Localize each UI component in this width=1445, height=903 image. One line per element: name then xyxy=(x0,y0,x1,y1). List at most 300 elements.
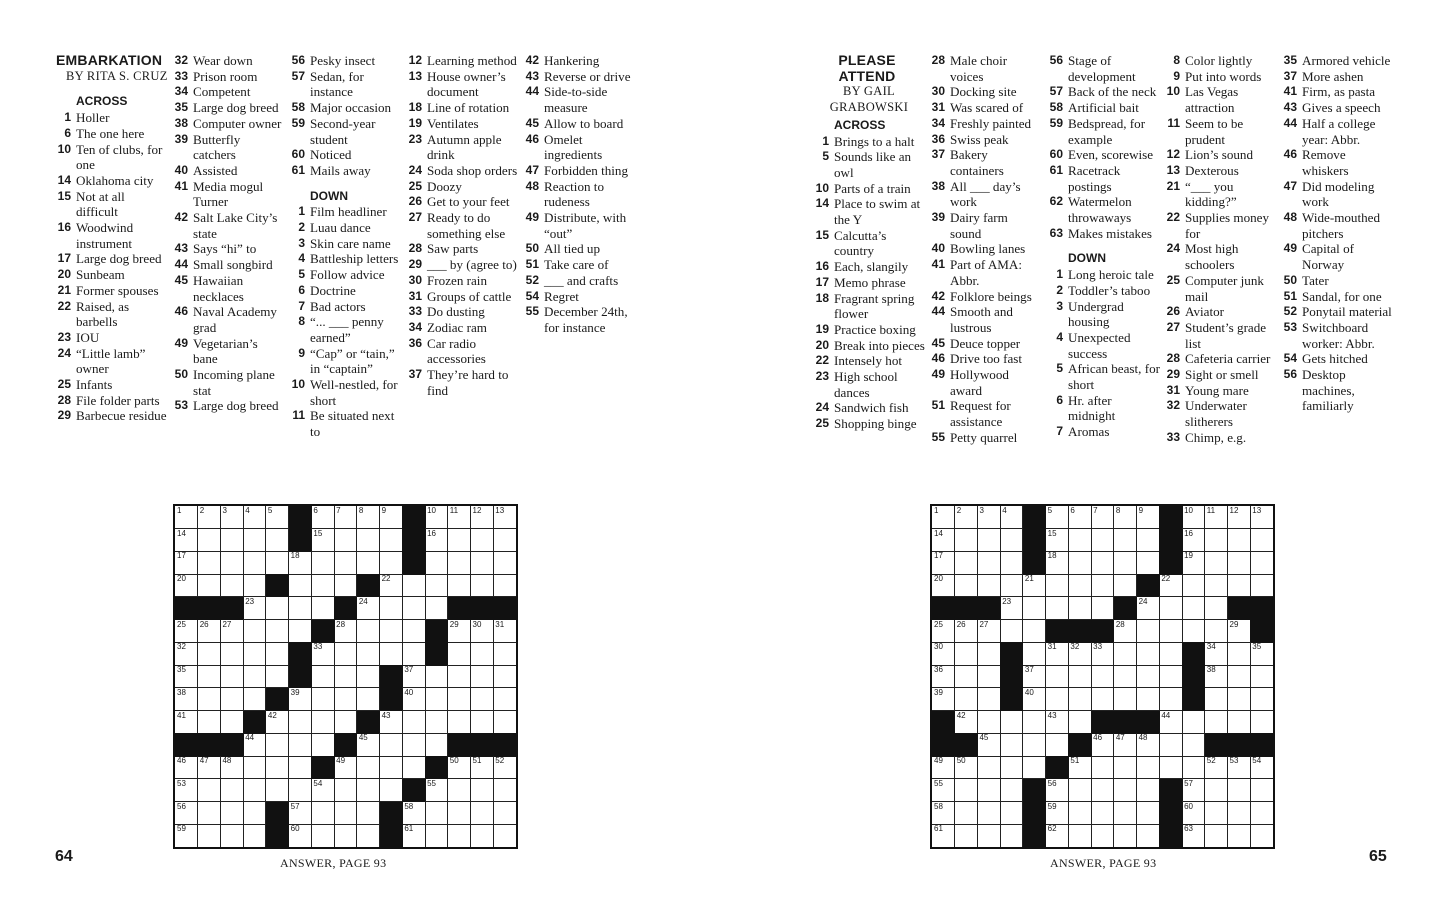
grid-cell[interactable] xyxy=(1228,551,1251,574)
grid-cell[interactable] xyxy=(198,802,221,825)
grid-cell[interactable] xyxy=(1091,756,1114,779)
grid-cell[interactable] xyxy=(243,733,266,756)
grid-cell[interactable] xyxy=(334,665,357,688)
grid-cell[interactable] xyxy=(471,506,494,529)
grid-cell[interactable] xyxy=(334,711,357,734)
crossword-grid[interactable] xyxy=(173,504,518,849)
grid-cell[interactable] xyxy=(289,551,312,574)
grid-cell[interactable] xyxy=(1228,529,1251,552)
grid-cell[interactable] xyxy=(175,802,198,825)
grid-cell[interactable] xyxy=(311,665,334,688)
grid-cell[interactable] xyxy=(425,506,448,529)
grid-cell[interactable] xyxy=(1159,642,1182,665)
grid-cell[interactable] xyxy=(198,620,221,643)
grid-cell[interactable] xyxy=(175,688,198,711)
grid-cell[interactable] xyxy=(448,824,471,847)
grid-cell[interactable] xyxy=(1023,688,1046,711)
grid-cell[interactable] xyxy=(1023,574,1046,597)
grid-cell[interactable] xyxy=(243,756,266,779)
grid-cell[interactable] xyxy=(932,779,955,802)
grid-cell[interactable] xyxy=(357,665,380,688)
grid-cell[interactable] xyxy=(493,551,516,574)
grid-cell[interactable] xyxy=(1068,665,1091,688)
grid-cell[interactable] xyxy=(1023,733,1046,756)
grid-cell[interactable] xyxy=(289,756,312,779)
grid-cell[interactable] xyxy=(198,642,221,665)
grid-cell[interactable] xyxy=(955,529,978,552)
grid-cell[interactable] xyxy=(1228,620,1251,643)
grid-cell[interactable] xyxy=(1182,802,1205,825)
grid-cell[interactable] xyxy=(1205,574,1228,597)
grid-cell[interactable] xyxy=(198,779,221,802)
grid-cell[interactable] xyxy=(471,529,494,552)
grid-cell[interactable] xyxy=(380,711,403,734)
grid-cell[interactable] xyxy=(334,620,357,643)
grid-cell[interactable] xyxy=(955,802,978,825)
grid-cell[interactable] xyxy=(977,802,1000,825)
grid-cell[interactable] xyxy=(175,756,198,779)
grid-cell[interactable] xyxy=(425,574,448,597)
grid-cell[interactable] xyxy=(243,688,266,711)
grid-cell[interactable] xyxy=(932,756,955,779)
grid-cell[interactable] xyxy=(220,688,243,711)
grid-cell[interactable] xyxy=(425,551,448,574)
grid-cell[interactable] xyxy=(266,620,289,643)
grid-cell[interactable] xyxy=(311,824,334,847)
grid-cell[interactable] xyxy=(955,688,978,711)
grid-cell[interactable] xyxy=(243,824,266,847)
grid-cell[interactable] xyxy=(1228,642,1251,665)
grid-cell[interactable] xyxy=(977,620,1000,643)
grid-cell[interactable] xyxy=(1000,551,1023,574)
grid-cell[interactable] xyxy=(1182,574,1205,597)
grid-cell[interactable] xyxy=(357,802,380,825)
grid-cell[interactable] xyxy=(493,688,516,711)
grid-cell[interactable] xyxy=(1046,574,1069,597)
grid-cell[interactable] xyxy=(380,733,403,756)
grid-cell[interactable] xyxy=(448,529,471,552)
grid-cell[interactable] xyxy=(493,779,516,802)
grid-cell[interactable] xyxy=(471,756,494,779)
grid-cell[interactable] xyxy=(1114,574,1137,597)
grid-cell[interactable] xyxy=(1137,551,1160,574)
grid-cell[interactable] xyxy=(1114,620,1137,643)
grid-cell[interactable] xyxy=(1091,574,1114,597)
grid-cell[interactable] xyxy=(1068,597,1091,620)
grid-cell[interactable] xyxy=(493,642,516,665)
grid-cell[interactable] xyxy=(1182,597,1205,620)
grid-cell[interactable] xyxy=(380,779,403,802)
grid-cell[interactable] xyxy=(380,506,403,529)
grid-cell[interactable] xyxy=(977,642,1000,665)
grid-cell[interactable] xyxy=(1068,711,1091,734)
grid-cell[interactable] xyxy=(1023,665,1046,688)
grid-cell[interactable] xyxy=(1046,688,1069,711)
grid-cell[interactable] xyxy=(220,756,243,779)
grid-cell[interactable] xyxy=(1000,733,1023,756)
grid-cell[interactable] xyxy=(220,506,243,529)
grid-cell[interactable] xyxy=(1205,529,1228,552)
grid-cell[interactable] xyxy=(334,574,357,597)
grid-cell[interactable] xyxy=(1228,802,1251,825)
grid-cell[interactable] xyxy=(977,733,1000,756)
grid-cell[interactable] xyxy=(175,779,198,802)
grid-cell[interactable] xyxy=(1250,506,1273,529)
grid-cell[interactable] xyxy=(380,756,403,779)
grid-cell[interactable] xyxy=(1228,574,1251,597)
grid-cell[interactable] xyxy=(932,802,955,825)
grid-cell[interactable] xyxy=(266,529,289,552)
grid-cell[interactable] xyxy=(448,802,471,825)
grid-cell[interactable] xyxy=(175,665,198,688)
grid-cell[interactable] xyxy=(1000,779,1023,802)
grid-cell[interactable] xyxy=(311,642,334,665)
grid-cell[interactable] xyxy=(1182,733,1205,756)
grid-cell[interactable] xyxy=(1228,711,1251,734)
grid-cell[interactable] xyxy=(425,733,448,756)
grid-cell[interactable] xyxy=(471,620,494,643)
grid-cell[interactable] xyxy=(289,711,312,734)
grid-cell[interactable] xyxy=(1250,551,1273,574)
grid-cell[interactable] xyxy=(175,551,198,574)
grid-cell[interactable] xyxy=(289,597,312,620)
grid-cell[interactable] xyxy=(471,802,494,825)
grid-cell[interactable] xyxy=(977,688,1000,711)
grid-cell[interactable] xyxy=(493,711,516,734)
grid-cell[interactable] xyxy=(1137,620,1160,643)
grid-cell[interactable] xyxy=(448,711,471,734)
grid-cell[interactable] xyxy=(1205,597,1228,620)
grid-cell[interactable] xyxy=(220,574,243,597)
grid-cell[interactable] xyxy=(448,620,471,643)
grid-cell[interactable] xyxy=(955,620,978,643)
grid-cell[interactable] xyxy=(1137,824,1160,847)
grid-cell[interactable] xyxy=(289,620,312,643)
grid-cell[interactable] xyxy=(977,824,1000,847)
grid-cell[interactable] xyxy=(1114,688,1137,711)
grid-cell[interactable] xyxy=(380,574,403,597)
grid-cell[interactable] xyxy=(243,574,266,597)
grid-cell[interactable] xyxy=(311,574,334,597)
grid-cell[interactable] xyxy=(977,756,1000,779)
grid-cell[interactable] xyxy=(1159,597,1182,620)
grid-cell[interactable] xyxy=(1182,529,1205,552)
grid-cell[interactable] xyxy=(334,824,357,847)
grid-cell[interactable] xyxy=(243,779,266,802)
grid-cell[interactable] xyxy=(243,506,266,529)
grid-cell[interactable] xyxy=(932,642,955,665)
grid-cell[interactable] xyxy=(448,665,471,688)
grid-cell[interactable] xyxy=(955,824,978,847)
grid-cell[interactable] xyxy=(1228,756,1251,779)
grid-cell[interactable] xyxy=(1228,688,1251,711)
grid-cell[interactable] xyxy=(1114,802,1137,825)
grid-cell[interactable] xyxy=(289,779,312,802)
grid-cell[interactable] xyxy=(1228,779,1251,802)
grid-cell[interactable] xyxy=(311,711,334,734)
grid-cell[interactable] xyxy=(1250,688,1273,711)
grid-cell[interactable] xyxy=(402,597,425,620)
grid-cell[interactable] xyxy=(977,574,1000,597)
grid-cell[interactable] xyxy=(198,688,221,711)
grid-cell[interactable] xyxy=(493,756,516,779)
grid-cell[interactable] xyxy=(448,506,471,529)
grid-cell[interactable] xyxy=(402,620,425,643)
grid-cell[interactable] xyxy=(932,688,955,711)
grid-cell[interactable] xyxy=(1250,756,1273,779)
grid-cell[interactable] xyxy=(448,551,471,574)
crossword-grid[interactable] xyxy=(930,504,1275,849)
grid-cell[interactable] xyxy=(357,642,380,665)
grid-cell[interactable] xyxy=(266,779,289,802)
grid-cell[interactable] xyxy=(1000,529,1023,552)
grid-cell[interactable] xyxy=(311,802,334,825)
grid-cell[interactable] xyxy=(266,642,289,665)
grid-cell[interactable] xyxy=(448,779,471,802)
grid-cell[interactable] xyxy=(471,779,494,802)
grid-cell[interactable] xyxy=(1250,665,1273,688)
grid-cell[interactable] xyxy=(1159,620,1182,643)
grid-cell[interactable] xyxy=(1250,711,1273,734)
grid-cell[interactable] xyxy=(311,506,334,529)
grid-cell[interactable] xyxy=(380,551,403,574)
grid-cell[interactable] xyxy=(1114,551,1137,574)
grid-cell[interactable] xyxy=(198,824,221,847)
grid-cell[interactable] xyxy=(289,802,312,825)
grid-cell[interactable] xyxy=(243,551,266,574)
grid-cell[interactable] xyxy=(220,779,243,802)
grid-cell[interactable] xyxy=(334,506,357,529)
grid-cell[interactable] xyxy=(198,711,221,734)
grid-cell[interactable] xyxy=(977,665,1000,688)
grid-cell[interactable] xyxy=(471,665,494,688)
grid-cell[interactable] xyxy=(1068,756,1091,779)
grid-cell[interactable] xyxy=(402,802,425,825)
grid-cell[interactable] xyxy=(1091,779,1114,802)
grid-cell[interactable] xyxy=(266,551,289,574)
grid-cell[interactable] xyxy=(932,824,955,847)
grid-cell[interactable] xyxy=(198,665,221,688)
grid-cell[interactable] xyxy=(1182,711,1205,734)
grid-cell[interactable] xyxy=(220,529,243,552)
grid-cell[interactable] xyxy=(266,733,289,756)
grid-cell[interactable] xyxy=(425,779,448,802)
grid-cell[interactable] xyxy=(1137,642,1160,665)
grid-cell[interactable] xyxy=(334,642,357,665)
grid-cell[interactable] xyxy=(1091,802,1114,825)
grid-cell[interactable] xyxy=(220,551,243,574)
grid-cell[interactable] xyxy=(402,574,425,597)
grid-cell[interactable] xyxy=(493,665,516,688)
grid-cell[interactable] xyxy=(175,620,198,643)
grid-cell[interactable] xyxy=(357,779,380,802)
grid-cell[interactable] xyxy=(1159,688,1182,711)
grid-cell[interactable] xyxy=(1091,506,1114,529)
grid-cell[interactable] xyxy=(1159,711,1182,734)
grid-cell[interactable] xyxy=(1137,756,1160,779)
grid-cell[interactable] xyxy=(334,779,357,802)
grid-cell[interactable] xyxy=(1068,824,1091,847)
grid-cell[interactable] xyxy=(471,711,494,734)
grid-cell[interactable] xyxy=(1114,642,1137,665)
grid-cell[interactable] xyxy=(1091,733,1114,756)
grid-cell[interactable] xyxy=(977,529,1000,552)
grid-cell[interactable] xyxy=(402,733,425,756)
grid-cell[interactable] xyxy=(1068,506,1091,529)
grid-cell[interactable] xyxy=(334,529,357,552)
grid-cell[interactable] xyxy=(402,642,425,665)
grid-cell[interactable] xyxy=(198,574,221,597)
grid-cell[interactable] xyxy=(1091,597,1114,620)
grid-cell[interactable] xyxy=(1205,620,1228,643)
grid-cell[interactable] xyxy=(955,665,978,688)
grid-cell[interactable] xyxy=(1114,779,1137,802)
grid-cell[interactable] xyxy=(1068,688,1091,711)
grid-cell[interactable] xyxy=(493,802,516,825)
grid-cell[interactable] xyxy=(1182,620,1205,643)
grid-cell[interactable] xyxy=(425,711,448,734)
grid-cell[interactable] xyxy=(1114,733,1137,756)
grid-cell[interactable] xyxy=(311,688,334,711)
grid-cell[interactable] xyxy=(1068,642,1091,665)
grid-cell[interactable] xyxy=(1046,597,1069,620)
grid-cell[interactable] xyxy=(471,824,494,847)
grid-cell[interactable] xyxy=(955,551,978,574)
grid-cell[interactable] xyxy=(1046,802,1069,825)
grid-cell[interactable] xyxy=(493,620,516,643)
grid-cell[interactable] xyxy=(1046,551,1069,574)
grid-cell[interactable] xyxy=(1205,802,1228,825)
grid-cell[interactable] xyxy=(493,824,516,847)
grid-cell[interactable] xyxy=(1250,779,1273,802)
grid-cell[interactable] xyxy=(471,551,494,574)
grid-cell[interactable] xyxy=(1091,529,1114,552)
grid-cell[interactable] xyxy=(357,551,380,574)
grid-cell[interactable] xyxy=(243,620,266,643)
grid-cell[interactable] xyxy=(1000,802,1023,825)
grid-cell[interactable] xyxy=(175,642,198,665)
grid-cell[interactable] xyxy=(493,506,516,529)
grid-cell[interactable] xyxy=(425,802,448,825)
grid-cell[interactable] xyxy=(1114,665,1137,688)
grid-cell[interactable] xyxy=(1068,529,1091,552)
grid-cell[interactable] xyxy=(1137,688,1160,711)
grid-cell[interactable] xyxy=(1114,529,1137,552)
grid-cell[interactable] xyxy=(1137,665,1160,688)
grid-cell[interactable] xyxy=(1137,529,1160,552)
grid-cell[interactable] xyxy=(220,711,243,734)
grid-cell[interactable] xyxy=(289,688,312,711)
grid-cell[interactable] xyxy=(402,711,425,734)
grid-cell[interactable] xyxy=(220,642,243,665)
grid-cell[interactable] xyxy=(932,506,955,529)
grid-cell[interactable] xyxy=(266,506,289,529)
grid-cell[interactable] xyxy=(471,642,494,665)
grid-cell[interactable] xyxy=(266,597,289,620)
grid-cell[interactable] xyxy=(220,620,243,643)
grid-cell[interactable] xyxy=(1250,529,1273,552)
grid-cell[interactable] xyxy=(357,688,380,711)
grid-cell[interactable] xyxy=(448,688,471,711)
grid-cell[interactable] xyxy=(402,665,425,688)
grid-cell[interactable] xyxy=(1046,733,1069,756)
grid-cell[interactable] xyxy=(1000,597,1023,620)
grid-cell[interactable] xyxy=(198,506,221,529)
grid-cell[interactable] xyxy=(1137,733,1160,756)
grid-cell[interactable] xyxy=(1205,711,1228,734)
grid-cell[interactable] xyxy=(1114,824,1137,847)
grid-cell[interactable] xyxy=(175,711,198,734)
grid-cell[interactable] xyxy=(1091,688,1114,711)
grid-cell[interactable] xyxy=(1205,642,1228,665)
grid-cell[interactable] xyxy=(402,756,425,779)
grid-cell[interactable] xyxy=(402,824,425,847)
grid-cell[interactable] xyxy=(1205,756,1228,779)
grid-cell[interactable] xyxy=(1091,551,1114,574)
grid-cell[interactable] xyxy=(1228,506,1251,529)
grid-cell[interactable] xyxy=(1205,824,1228,847)
grid-cell[interactable] xyxy=(955,779,978,802)
grid-cell[interactable] xyxy=(1046,711,1069,734)
grid-cell[interactable] xyxy=(334,802,357,825)
grid-cell[interactable] xyxy=(198,551,221,574)
grid-cell[interactable] xyxy=(1023,620,1046,643)
grid-cell[interactable] xyxy=(448,642,471,665)
grid-cell[interactable] xyxy=(380,529,403,552)
grid-cell[interactable] xyxy=(425,665,448,688)
grid-cell[interactable] xyxy=(1000,756,1023,779)
grid-cell[interactable] xyxy=(1023,597,1046,620)
grid-cell[interactable] xyxy=(243,529,266,552)
grid-cell[interactable] xyxy=(311,779,334,802)
grid-cell[interactable] xyxy=(1000,711,1023,734)
grid-cell[interactable] xyxy=(955,756,978,779)
grid-cell[interactable] xyxy=(357,529,380,552)
grid-cell[interactable] xyxy=(357,597,380,620)
grid-cell[interactable] xyxy=(175,506,198,529)
grid-cell[interactable] xyxy=(220,665,243,688)
grid-cell[interactable] xyxy=(311,529,334,552)
grid-cell[interactable] xyxy=(1046,824,1069,847)
grid-cell[interactable] xyxy=(1000,620,1023,643)
grid-cell[interactable] xyxy=(1205,688,1228,711)
grid-cell[interactable] xyxy=(380,642,403,665)
grid-cell[interactable] xyxy=(289,733,312,756)
grid-cell[interactable] xyxy=(1137,597,1160,620)
grid-cell[interactable] xyxy=(1068,779,1091,802)
grid-cell[interactable] xyxy=(220,824,243,847)
grid-cell[interactable] xyxy=(955,642,978,665)
grid-cell[interactable] xyxy=(1046,506,1069,529)
grid-cell[interactable] xyxy=(1159,756,1182,779)
grid-cell[interactable] xyxy=(1023,642,1046,665)
grid-cell[interactable] xyxy=(1046,642,1069,665)
grid-cell[interactable] xyxy=(932,574,955,597)
grid-cell[interactable] xyxy=(1159,665,1182,688)
grid-cell[interactable] xyxy=(932,665,955,688)
grid-cell[interactable] xyxy=(1023,756,1046,779)
grid-cell[interactable] xyxy=(977,779,1000,802)
grid-cell[interactable] xyxy=(1159,574,1182,597)
grid-cell[interactable] xyxy=(1182,506,1205,529)
grid-cell[interactable] xyxy=(932,620,955,643)
grid-cell[interactable] xyxy=(493,529,516,552)
grid-cell[interactable] xyxy=(1068,551,1091,574)
grid-cell[interactable] xyxy=(1205,506,1228,529)
grid-cell[interactable] xyxy=(425,529,448,552)
grid-cell[interactable] xyxy=(243,665,266,688)
grid-cell[interactable] xyxy=(266,665,289,688)
